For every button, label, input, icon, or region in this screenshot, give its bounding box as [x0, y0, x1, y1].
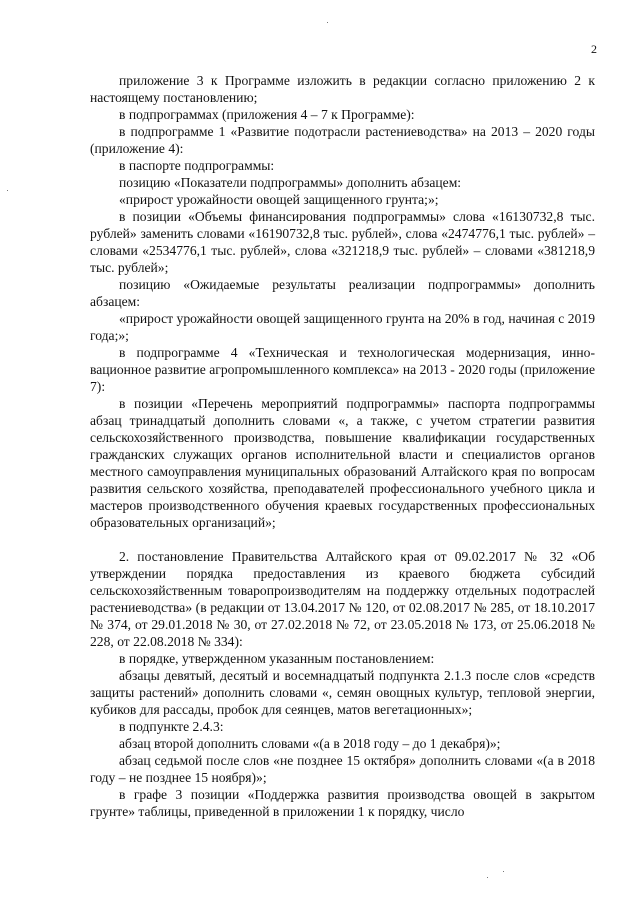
page-number: 2: [591, 42, 597, 56]
paragraph-subprogram-1: в подпрограмме 1 «Развитие подотрасли растениеводства» на 2013 – 2020 годы (приложение 4):: [90, 124, 595, 156]
paragraph-resolution-2: 2. постановление Правительства Алтайского края от 09.02.2017 № 32 «Об утверждении порядка предоставления из краевого бюджета субсидий сельскохозяйственным товаропроизводителям на поддержку отдельных подотраслей растениеводства» (в редакции от 13.04.2017 № 120, от 02.08.2017 № 285, от 18.10.2017 № 374, от 29.01.2018 № 30, от 27.02.2018 № 72, от 23.05.2018 № 173, от 25.06.2018 № 228, от 22.08.2018 № 334):: [90, 549, 595, 649]
document-body: [90, 72, 595, 820]
paragraph-in-procedure: в порядке, утвержденном указанным постановлением:: [119, 651, 435, 666]
scan-speck: [7, 190, 8, 191]
paragraph-subprogram-4: в подпрограмме 4 «Техническая и технологическая модернизация, инновационное развитие агропромышленного комплекса» на 2013 - 2020 годы (приложение 7):: [90, 345, 595, 394]
paragraph-column-3: в графе 3 позиции «Поддержка развития производства овощей в закрытом грунте» таблицы, приведенной в приложении 1 к порядку, число: [90, 787, 595, 819]
paragraph-indicators: позицию «Показатели подпрограммы» дополнить абзацем:: [119, 175, 462, 190]
paragraph-yield-20-percent: «прирост урожайности овощей защищенного грунта на 20% в год, начиная с 2019 года;»;: [90, 311, 595, 343]
paragraph-seventh-abzac: абзац седьмой после слов «не позднее 15 октября» дополнить словами «(а в 2018 году – не позднее 15 ноября)»;: [90, 753, 595, 785]
paragraph-subprograms: в подпрограммах (приложения 4 – 7 к Программе):: [119, 107, 415, 122]
paragraph-yield-growth: «прирост урожайности овощей защищенного грунта;»;: [119, 192, 439, 207]
paragraph-subclause-2-4-3: в подпункте 2.4.3:: [119, 719, 224, 734]
paragraph-activities-list: в позиции «Перечень мероприятий подпрограммы» паспорта подпрограммы абзац тринадцатый дополнить словами «, а также, с учетом стратегии развития сельскохозяйственного производства, повышение квалификации государственных гражданских служащих органов исполнительной власти и специалистов органов местного самоуправления муниципальных образований Алтайского края по вопросам развития сельского хозяйства, преподавателей профессионального учебного цикла и мастеров производственного обучения краевых государственных профессиональных образовательных организаций»;: [90, 396, 595, 530]
paragraph-expected-results: позицию «Ожидаемые результаты реализации подпрограммы» дополнить абзацем:: [90, 277, 595, 309]
paragraph-passport: в паспорте подпрограммы:: [119, 158, 275, 173]
paragraph-appendix-3: приложение 3 к Программе изложить в редакции согласно приложению 2 к настоящему постановлению;: [90, 73, 595, 105]
scan-speck: [327, 22, 328, 23]
paragraph-second-abzac: абзац второй дополнить словами «(а в 2018 году – до 1 декабря)»;: [119, 736, 501, 751]
paragraph-funding: в позиции «Объемы финансирования подпрограммы» слова «16130732,8 тыс. рублей» заменить словами «16190732,8 тыс. рублей», слова «2474776,1 тыс. рублей» – словами «2534776,1 тыс. рублей», слова «321218,9 тыс. рублей» – словами «381218,9 тыс. рублей»;: [90, 209, 595, 275]
paragraph-gap: [90, 531, 595, 548]
paragraph-subclause-2-1-3: абзацы девятый, десятый и восемнадцатый подпункта 2.1.3 после слов «средств защиты растений» дополнить словами «, семян овощных культур, тепловой энергии, кубиков для рассады, пробок для сеянцев, матов вегетационных»;: [90, 668, 595, 717]
scan-speck: [487, 877, 488, 878]
scan-speck: [503, 871, 504, 872]
